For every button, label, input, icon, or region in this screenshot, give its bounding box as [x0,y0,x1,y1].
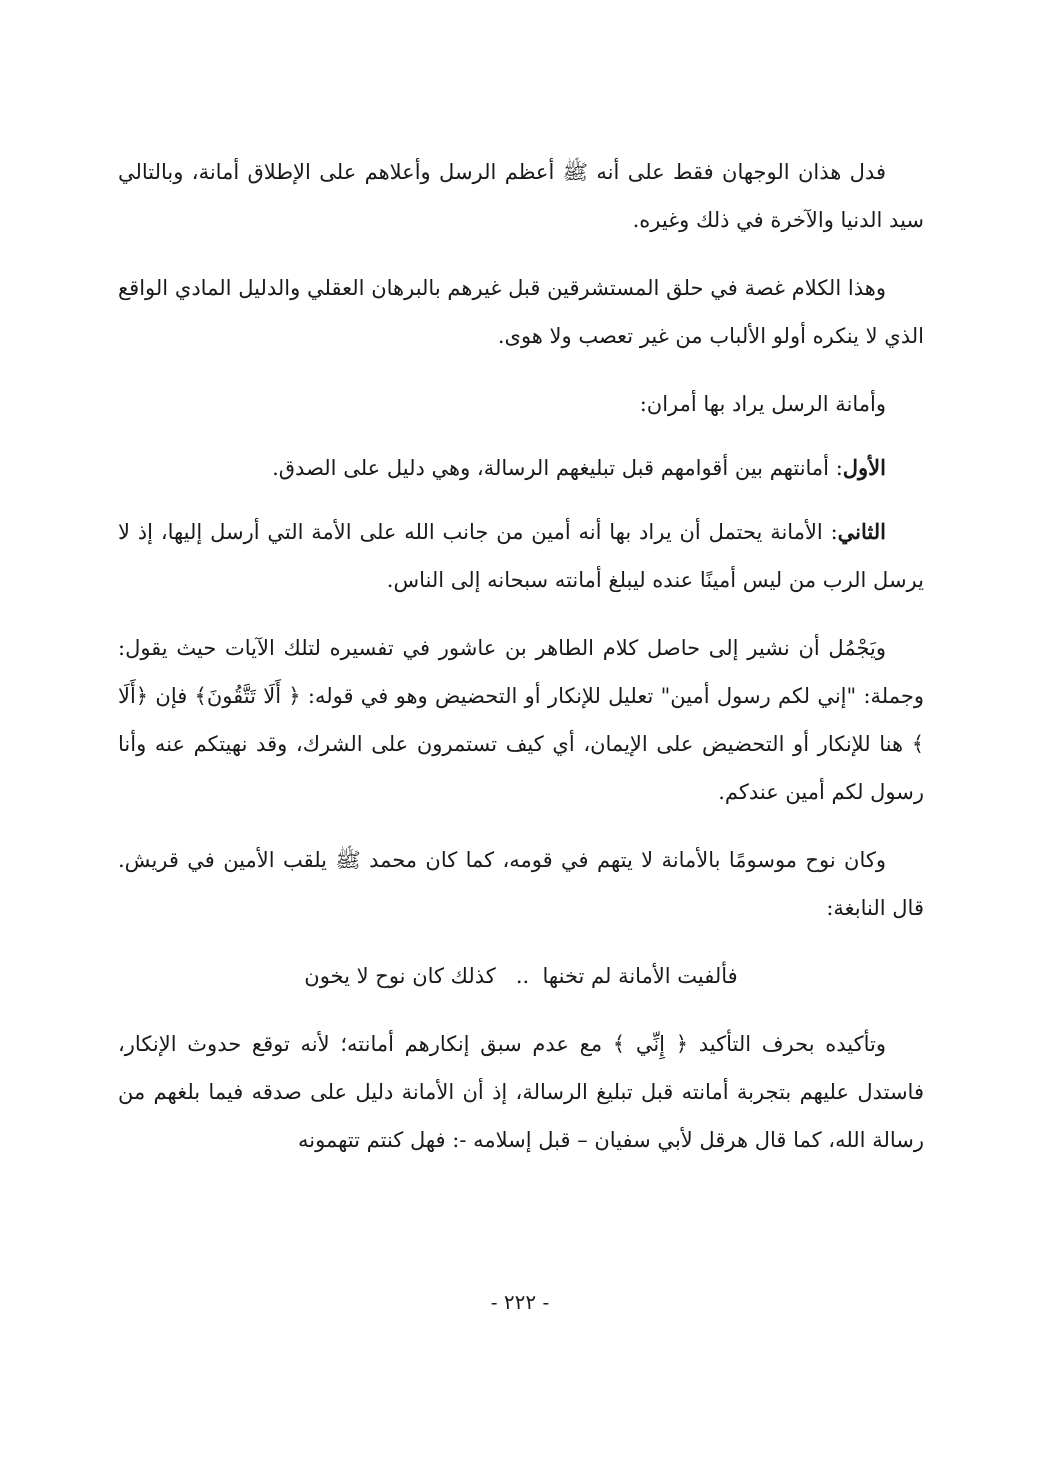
poetry-verse: فألفيت الأمانة لم تخنها .. كذلك كان نوح لا يخون [304,964,738,988]
paragraph-first-meaning [118,444,924,492]
page-number: - ٢٢٢ - [490,1290,550,1314]
first-meaning-text: : أمانتهم بين أقوامهم قبل تبليغهم الرسالة، وهي دليل على الصدق. [272,456,843,480]
paragraph-1: فدل هذان الوجهان فقط على أنه ﷺ أعظم الرسل وأعلاهم على الإطلاق أمانة، وبالتالي سيد الدنيا والآخرة في ذلك وغيره. [118,160,924,232]
paragraph-3: وأمانة الرسل يراد بها أمران: [639,392,886,416]
page-body [118,148,924,1184]
paragraph-second-meaning [118,508,924,604]
paragraph-noah: وكان نوح موسومًا بالأمانة لا يتهم في قومه، كما كان محمد ﷺ يلقب الأمين في قريش. قال النابغة: [118,848,924,920]
paragraph-emphasis: وتأكيده بحرف التأكيد ﴿ إِنِّي ﴾ مع عدم سبق إنكارهم أمانته؛ لأنه توقع حدوث الإنكار، فاستدل عليهم بتجربة أمانته قبل تبليغ الرسالة، إذ أن الأمانة دليل على صدقه فيما بلغهم من رسالة الله، كما قال هرقل لأبي سفيان – قبل إسلامه -: فهل كنتم تتهمونه [118,1032,924,1152]
first-meaning-heading: الأول [842,455,886,480]
paragraph-ibn-ashur: ويَجْمُل أن نشير إلى حاصل كلام الطاهر بن عاشور في تفسيره لتلك الآيات حيث يقول: وجملة: "إني لكم رسول أمين" تعليل للإنكار أو التحضيض وهو في قوله: ﴿ أَلَا تَتَّقُونَ﴾ فإن ﴿أَلَا ﴾ هنا للإنكار أو التحضيض على الإيمان، أي كيف تستمرون على الشرك، وقد نهيتكم عنه وأنا رسول لكم أمين عندكم. [118,636,924,804]
second-meaning-heading: الثاني [837,519,886,544]
paragraph-2: وهذا الكلام غصة في حلق المستشرقين قبل غيرهم بالبرهان العقلي والدليل المادي الواقع الذي لا ينكره أولو الألباب من غير تعصب ولا هوى. [118,276,924,348]
second-meaning-text: : الأمانة يحتمل أن يراد بها أنه أمين من جانب الله على الأمة التي أرسل إليها، إذ لا يرسل الرب من ليس أمينًا عنده ليبلغ أمانته سبحانه إلى الناس. [118,520,924,592]
